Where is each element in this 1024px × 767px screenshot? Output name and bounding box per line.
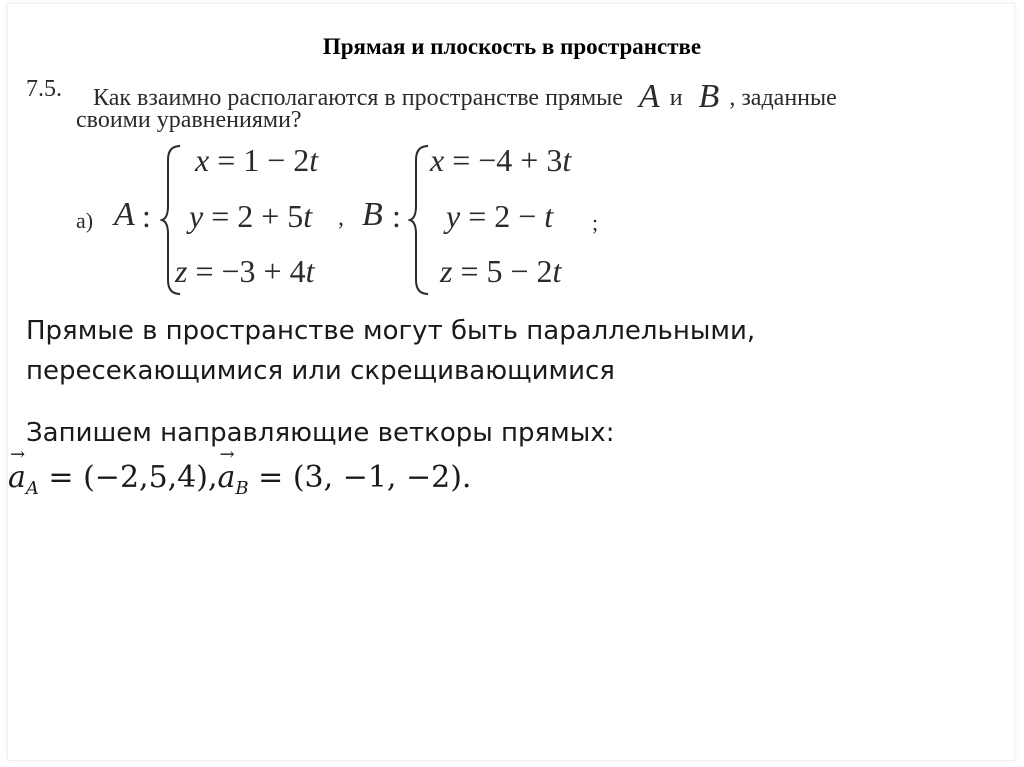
item-label: а) bbox=[76, 208, 94, 233]
line-b-eq-z: z = 5 − 2t bbox=[440, 253, 562, 289]
line-a-eq-z: z = −3 + 4t bbox=[175, 253, 315, 289]
problem-var-b: B bbox=[698, 78, 720, 115]
vector-b-symbol: → a bbox=[218, 460, 236, 495]
line-a-name: A bbox=[114, 196, 135, 233]
vector-b-value: = (3, −1, −2). bbox=[248, 460, 472, 495]
systems-terminator: ; bbox=[592, 210, 599, 235]
line-b-colon: : bbox=[392, 198, 401, 234]
explanation-line3: Запишем направляющие веткоры прямых: bbox=[26, 418, 615, 448]
vector-a-subscript: A bbox=[25, 478, 39, 499]
explanation-line2: пересекающимися или скрещивающимися bbox=[26, 356, 615, 386]
equation-systems bbox=[0, 0, 1024, 300]
line-a-colon: : bbox=[142, 198, 151, 234]
line-a-eq-x: x = 1 − 2t bbox=[195, 142, 319, 178]
line-b-eq-x: x = −4 + 3t bbox=[430, 142, 572, 178]
page-title: Прямая и плоскость в пространстве bbox=[322, 34, 702, 59]
systems-separator: , bbox=[338, 205, 344, 231]
vector-a-symbol: → a bbox=[8, 460, 26, 495]
vector-a-value: = (−2,5,4), bbox=[38, 460, 218, 495]
explanation-line1: Прямые в пространстве могут быть параллельными, bbox=[26, 316, 756, 346]
problem-statement-line2: своими уравнениями? bbox=[76, 107, 302, 133]
problem-var-a: A bbox=[638, 78, 660, 115]
line-a-eq-y: y = 2 + 5t bbox=[189, 198, 313, 234]
line-b-name: B bbox=[362, 196, 383, 233]
problem-number: 7.5. bbox=[26, 76, 62, 102]
problem-text-before: Как взаимно располагаются в пространстве прямые bbox=[93, 85, 623, 111]
vector-b-subscript: B bbox=[235, 478, 249, 499]
line-b-brace bbox=[408, 144, 432, 296]
direction-vectors bbox=[8, 460, 471, 499]
problem-text-after: , заданные bbox=[729, 85, 837, 111]
problem-conj: и bbox=[669, 85, 683, 111]
line-b-eq-y: y = 2 − t bbox=[446, 198, 554, 234]
